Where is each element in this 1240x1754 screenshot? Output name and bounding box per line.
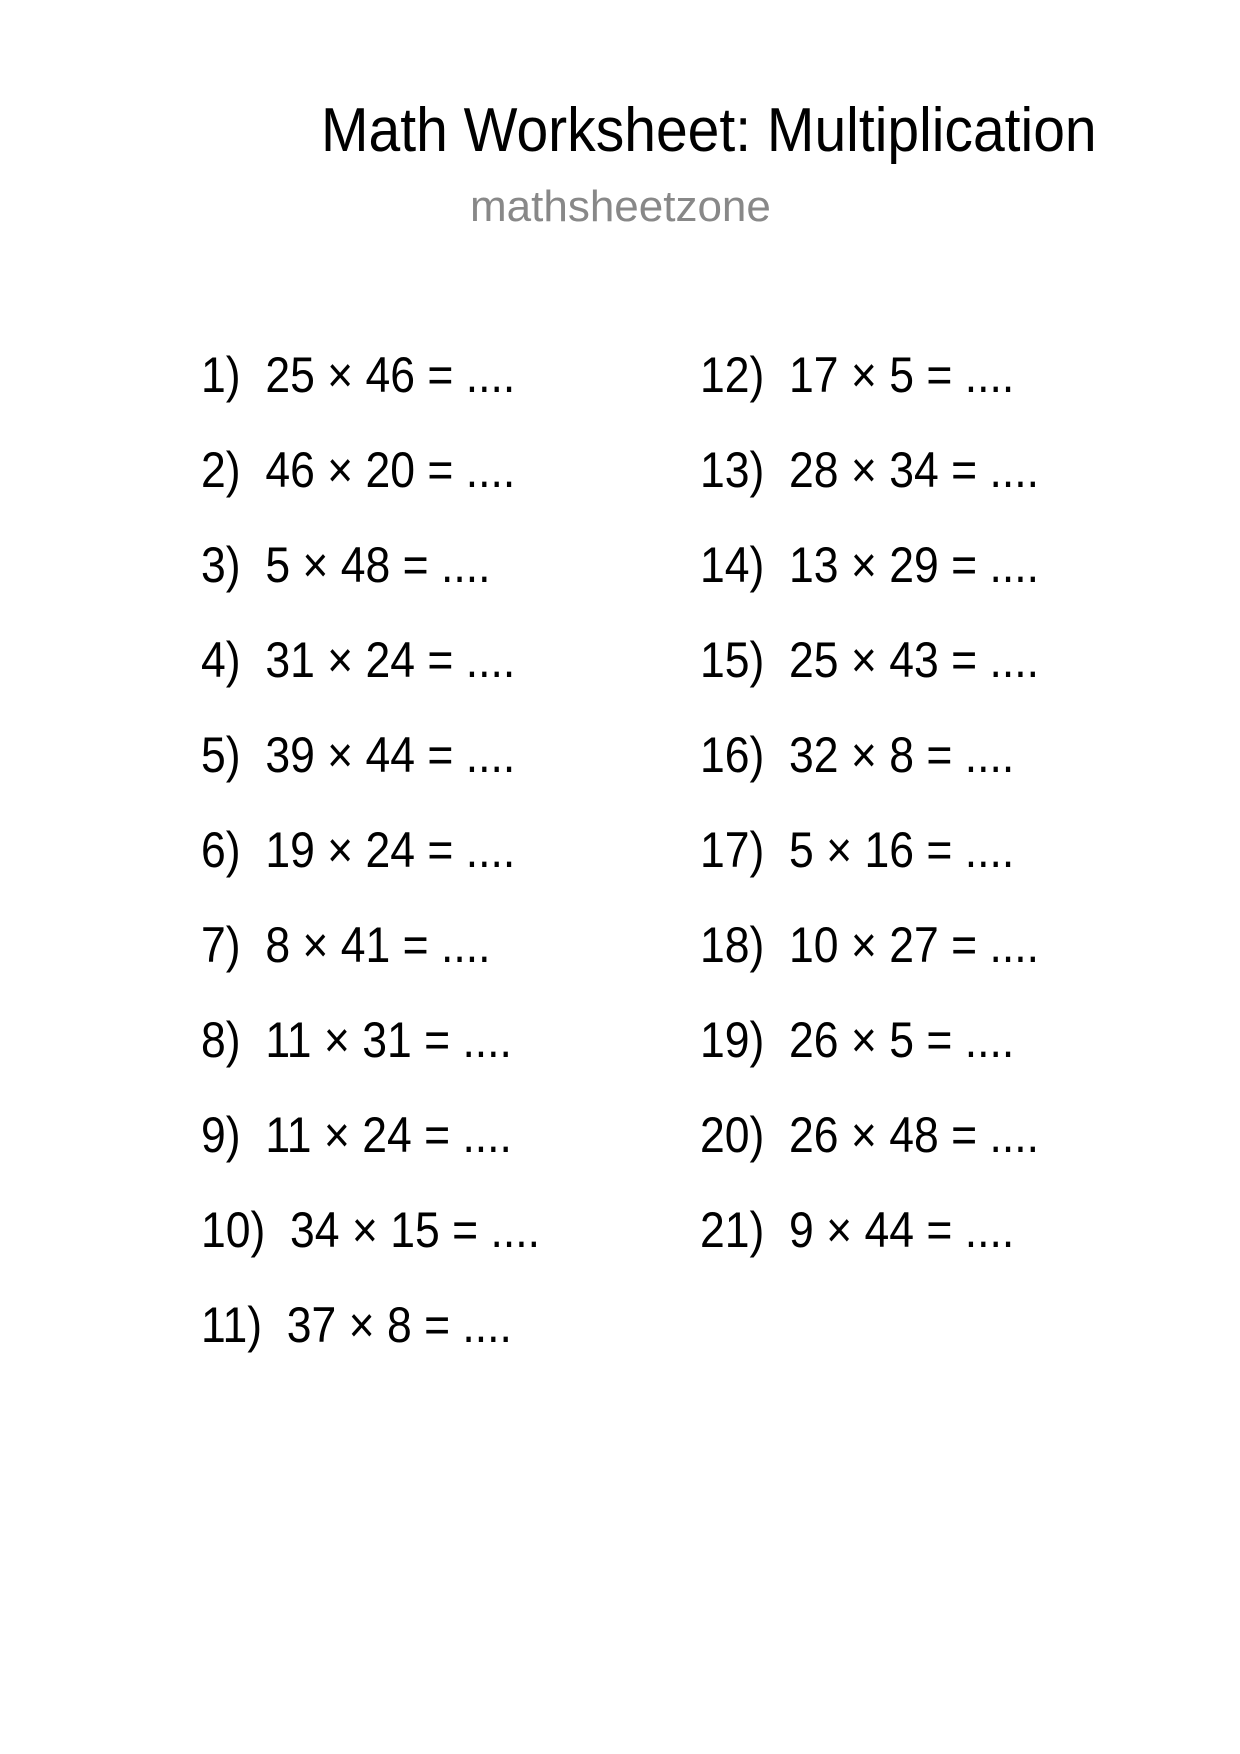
problem-expression: 46 × 20 = .... (265, 442, 516, 498)
problem-number: 18) (700, 917, 765, 973)
problem-item (700, 1105, 1039, 1200)
problem-item (700, 1010, 1039, 1105)
problem-number: 12) (700, 347, 765, 403)
problem-expression: 10 × 27 = .... (789, 917, 1039, 973)
problem-number: 5) (201, 727, 241, 783)
problem-number: 3) (201, 537, 241, 593)
problem-item (201, 1010, 540, 1105)
problem-number: 14) (700, 537, 765, 593)
problems-right-column (700, 345, 1081, 1295)
problems-left-column (201, 345, 582, 1390)
problem-expression: 5 × 48 = .... (265, 537, 491, 593)
problem-number: 21) (700, 1202, 765, 1258)
problem-item (700, 440, 1039, 535)
problem-item (201, 1105, 540, 1200)
problem-number: 10) (201, 1202, 266, 1258)
worksheet-title: Math Worksheet: Multiplication (321, 96, 1097, 165)
problem-number: 4) (201, 632, 241, 688)
problem-expression: 26 × 48 = .... (789, 1107, 1039, 1163)
problem-number: 11) (201, 1297, 263, 1353)
problem-expression: 25 × 43 = .... (789, 632, 1039, 688)
problem-expression: 37 × 8 = .... (286, 1297, 512, 1353)
problem-item (201, 820, 540, 915)
problem-expression: 31 × 24 = .... (265, 632, 516, 688)
problem-item (201, 535, 540, 630)
problem-number: 16) (700, 727, 765, 783)
problem-expression: 13 × 29 = .... (789, 537, 1039, 593)
problem-expression: 26 × 5 = .... (789, 1012, 1015, 1068)
problem-item (700, 345, 1039, 440)
problem-number: 2) (201, 442, 241, 498)
problem-expression: 39 × 44 = .... (265, 727, 516, 783)
problem-expression: 9 × 44 = .... (789, 1202, 1015, 1258)
problem-number: 13) (700, 442, 765, 498)
problem-item (700, 535, 1039, 630)
problem-item (201, 1200, 540, 1295)
problem-expression: 11 × 24 = .... (265, 1107, 512, 1163)
problem-item (700, 915, 1039, 1010)
problem-number: 6) (201, 822, 241, 878)
problem-item (201, 440, 540, 535)
problem-item (201, 1295, 540, 1390)
problem-expression: 11 × 31 = .... (265, 1012, 512, 1068)
problem-number: 7) (201, 917, 241, 973)
problem-expression: 17 × 5 = .... (789, 347, 1015, 403)
problem-expression: 32 × 8 = .... (789, 727, 1015, 783)
problem-number: 15) (700, 632, 765, 688)
problem-item (700, 1200, 1039, 1295)
problem-number: 1) (201, 347, 241, 403)
problem-expression: 25 × 46 = .... (265, 347, 516, 403)
problem-item (700, 630, 1039, 725)
problem-item (700, 725, 1039, 820)
problem-item (700, 820, 1039, 915)
problem-expression: 19 × 24 = .... (265, 822, 516, 878)
problem-number: 17) (700, 822, 765, 878)
problem-item (201, 725, 540, 820)
problem-expression: 5 × 16 = .... (789, 822, 1015, 878)
problem-expression: 8 × 41 = .... (265, 917, 491, 973)
problem-number: 20) (700, 1107, 765, 1163)
problem-item (201, 345, 540, 440)
problem-expression: 34 × 15 = .... (290, 1202, 540, 1258)
problem-expression: 28 × 34 = .... (789, 442, 1039, 498)
problem-number: 9) (201, 1107, 241, 1163)
problem-item (201, 915, 540, 1010)
problem-item (201, 630, 540, 725)
site-name: mathsheetzone (470, 182, 771, 231)
problem-number: 8) (201, 1012, 241, 1068)
problem-number: 19) (700, 1012, 765, 1068)
